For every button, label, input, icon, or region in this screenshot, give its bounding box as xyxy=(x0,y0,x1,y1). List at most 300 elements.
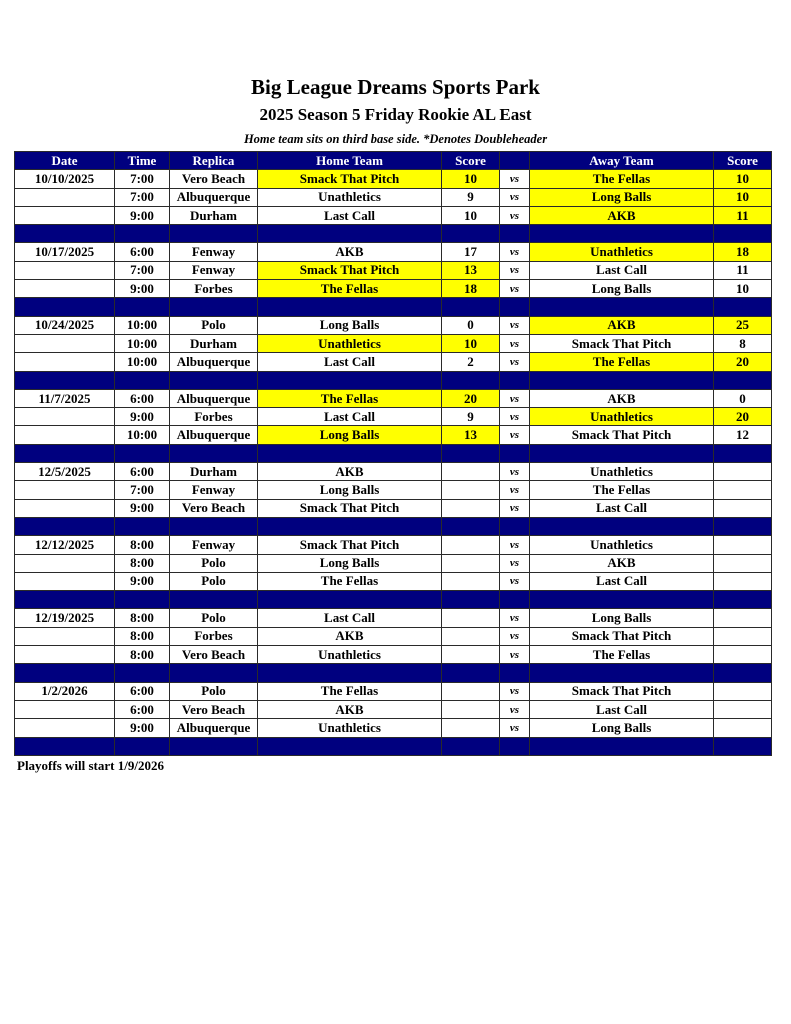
separator-cell xyxy=(115,664,170,682)
away-score-cell: 10 xyxy=(714,280,772,298)
replica-cell: Fenway xyxy=(170,261,258,279)
game-row xyxy=(15,646,772,664)
separator-cell xyxy=(714,225,772,243)
vs-cell: vs xyxy=(500,646,530,664)
separator-cell xyxy=(530,298,714,316)
separator-cell xyxy=(500,591,530,609)
date-cell xyxy=(15,646,115,664)
vs-cell: vs xyxy=(500,463,530,481)
date-cell xyxy=(15,700,115,718)
vs-cell: vs xyxy=(500,280,530,298)
date-cell: 10/10/2025 xyxy=(15,170,115,188)
replica-cell: Vero Beach xyxy=(170,646,258,664)
home-score-cell: 20 xyxy=(442,389,500,407)
replica-cell: Polo xyxy=(170,682,258,700)
away-team-cell: Unathletics xyxy=(530,536,714,554)
separator-cell xyxy=(170,371,258,389)
separator-cell xyxy=(258,371,442,389)
vs-cell: vs xyxy=(500,426,530,444)
time-cell: 6:00 xyxy=(115,682,170,700)
vs-cell: vs xyxy=(500,188,530,206)
away-score-cell: 20 xyxy=(714,408,772,426)
away-score-cell xyxy=(714,609,772,627)
home-team-cell: Smack That Pitch xyxy=(258,261,442,279)
vs-cell: vs xyxy=(500,682,530,700)
away-team-cell: Last Call xyxy=(530,572,714,590)
separator-cell xyxy=(258,517,442,535)
game-row xyxy=(15,609,772,627)
separator-cell xyxy=(170,444,258,462)
game-row xyxy=(15,554,772,572)
home-score-cell xyxy=(442,463,500,481)
time-cell: 6:00 xyxy=(115,700,170,718)
col-header-vs xyxy=(500,152,530,170)
home-score-cell xyxy=(442,627,500,645)
replica-cell: Fenway xyxy=(170,536,258,554)
away-score-cell: 18 xyxy=(714,243,772,261)
replica-cell: Vero Beach xyxy=(170,170,258,188)
separator-cell xyxy=(170,517,258,535)
replica-cell: Vero Beach xyxy=(170,700,258,718)
game-row xyxy=(15,389,772,407)
away-team-cell: AKB xyxy=(530,316,714,334)
week-separator xyxy=(15,591,772,609)
replica-cell: Polo xyxy=(170,554,258,572)
away-score-cell: 10 xyxy=(714,188,772,206)
away-score-cell xyxy=(714,682,772,700)
separator-cell xyxy=(170,225,258,243)
separator-cell xyxy=(115,371,170,389)
date-cell xyxy=(15,353,115,371)
away-team-cell: Smack That Pitch xyxy=(530,334,714,352)
away-team-cell: Unathletics xyxy=(530,243,714,261)
away-team-cell: The Fellas xyxy=(530,646,714,664)
away-team-cell: The Fellas xyxy=(530,170,714,188)
separator-cell xyxy=(258,298,442,316)
date-cell xyxy=(15,188,115,206)
away-score-cell xyxy=(714,499,772,517)
separator-cell xyxy=(500,298,530,316)
vs-cell: vs xyxy=(500,481,530,499)
away-score-cell: 20 xyxy=(714,353,772,371)
replica-cell: Forbes xyxy=(170,408,258,426)
home-score-cell xyxy=(442,554,500,572)
game-row xyxy=(15,316,772,334)
away-team-cell: Smack That Pitch xyxy=(530,627,714,645)
game-row xyxy=(15,261,772,279)
time-cell: 9:00 xyxy=(115,280,170,298)
separator-cell xyxy=(15,371,115,389)
separator-cell xyxy=(115,225,170,243)
separator-cell xyxy=(15,298,115,316)
game-row xyxy=(15,353,772,371)
home-score-cell: 17 xyxy=(442,243,500,261)
away-team-cell: Smack That Pitch xyxy=(530,426,714,444)
col-header-home-team: Home Team xyxy=(258,152,442,170)
schedule-note: Home team sits on third base side. *Denotes Doubleheader xyxy=(243,132,548,146)
away-score-cell xyxy=(714,554,772,572)
separator-cell xyxy=(258,737,442,755)
date-cell xyxy=(15,426,115,444)
replica-cell: Polo xyxy=(170,609,258,627)
date-cell: 12/12/2025 xyxy=(15,536,115,554)
vs-cell: vs xyxy=(500,572,530,590)
page-title: Big League Dreams Sports Park xyxy=(251,75,540,99)
home-team-cell: Last Call xyxy=(258,609,442,627)
replica-cell: Durham xyxy=(170,334,258,352)
home-score-cell xyxy=(442,646,500,664)
away-score-cell: 11 xyxy=(714,206,772,224)
separator-cell xyxy=(714,371,772,389)
home-team-cell: The Fellas xyxy=(258,682,442,700)
separator-cell xyxy=(15,225,115,243)
week-separator xyxy=(15,664,772,682)
game-row xyxy=(15,682,772,700)
week-separator xyxy=(15,444,772,462)
col-header-away-score: Score xyxy=(714,152,772,170)
away-team-cell: Long Balls xyxy=(530,280,714,298)
vs-cell: vs xyxy=(500,408,530,426)
schedule-table xyxy=(14,151,772,756)
date-cell: 10/24/2025 xyxy=(15,316,115,334)
time-cell: 6:00 xyxy=(115,463,170,481)
date-cell: 1/2/2026 xyxy=(15,682,115,700)
separator-cell xyxy=(115,298,170,316)
replica-cell: Polo xyxy=(170,572,258,590)
week-separator xyxy=(15,298,772,316)
away-team-cell: Long Balls xyxy=(530,719,714,737)
away-score-cell xyxy=(714,646,772,664)
away-team-cell: AKB xyxy=(530,554,714,572)
date-cell xyxy=(15,481,115,499)
separator-cell xyxy=(442,225,500,243)
home-score-cell: 13 xyxy=(442,426,500,444)
separator-cell xyxy=(115,444,170,462)
separator-cell xyxy=(442,591,500,609)
replica-cell: Albuquerque xyxy=(170,389,258,407)
separator-cell xyxy=(442,517,500,535)
replica-cell: Durham xyxy=(170,463,258,481)
home-score-cell: 9 xyxy=(442,408,500,426)
time-cell: 9:00 xyxy=(115,408,170,426)
home-team-cell: Last Call xyxy=(258,408,442,426)
replica-cell: Forbes xyxy=(170,280,258,298)
date-cell xyxy=(15,334,115,352)
separator-cell xyxy=(714,517,772,535)
game-row xyxy=(15,463,772,481)
game-row xyxy=(15,572,772,590)
away-score-cell: 12 xyxy=(714,426,772,444)
date-cell: 11/7/2025 xyxy=(15,389,115,407)
home-team-cell: The Fellas xyxy=(258,280,442,298)
away-team-cell: Last Call xyxy=(530,261,714,279)
separator-cell xyxy=(530,664,714,682)
home-team-cell: Long Balls xyxy=(258,481,442,499)
away-team-cell: AKB xyxy=(530,206,714,224)
playoffs-note: Playoffs will start 1/9/2026 xyxy=(17,758,164,773)
home-team-cell: Long Balls xyxy=(258,316,442,334)
date-cell xyxy=(15,554,115,572)
separator-cell xyxy=(714,664,772,682)
separator-cell xyxy=(15,664,115,682)
away-score-cell xyxy=(714,719,772,737)
separator-cell xyxy=(530,371,714,389)
game-row xyxy=(15,206,772,224)
game-row xyxy=(15,280,772,298)
time-cell: 7:00 xyxy=(115,481,170,499)
separator-cell xyxy=(500,664,530,682)
home-team-cell: Smack That Pitch xyxy=(258,499,442,517)
separator-cell xyxy=(15,517,115,535)
vs-cell: vs xyxy=(500,243,530,261)
vs-cell: vs xyxy=(500,700,530,718)
vs-cell: vs xyxy=(500,353,530,371)
game-row xyxy=(15,700,772,718)
vs-cell: vs xyxy=(500,206,530,224)
vs-cell: vs xyxy=(500,554,530,572)
home-team-cell: Smack That Pitch xyxy=(258,536,442,554)
separator-cell xyxy=(714,444,772,462)
time-cell: 8:00 xyxy=(115,536,170,554)
col-header-time: Time xyxy=(115,152,170,170)
separator-cell xyxy=(15,444,115,462)
separator-cell xyxy=(530,444,714,462)
home-team-cell: AKB xyxy=(258,627,442,645)
game-row xyxy=(15,408,772,426)
separator-cell xyxy=(115,517,170,535)
separator-cell xyxy=(530,225,714,243)
home-team-cell: Smack That Pitch xyxy=(258,170,442,188)
col-header-home-score: Score xyxy=(442,152,500,170)
away-score-cell: 0 xyxy=(714,389,772,407)
away-score-cell: 11 xyxy=(714,261,772,279)
vs-cell: vs xyxy=(500,170,530,188)
home-team-cell: Long Balls xyxy=(258,554,442,572)
home-score-cell xyxy=(442,609,500,627)
time-cell: 10:00 xyxy=(115,426,170,444)
header-row xyxy=(15,152,772,170)
time-cell: 10:00 xyxy=(115,316,170,334)
date-cell xyxy=(15,261,115,279)
page-subtitle: 2025 Season 5 Friday Rookie AL East xyxy=(259,105,532,124)
separator-cell xyxy=(714,591,772,609)
replica-cell: Vero Beach xyxy=(170,499,258,517)
separator-cell xyxy=(500,737,530,755)
time-cell: 9:00 xyxy=(115,572,170,590)
game-row xyxy=(15,334,772,352)
separator-cell xyxy=(170,664,258,682)
home-team-cell: Unathletics xyxy=(258,646,442,664)
separator-cell xyxy=(170,591,258,609)
home-team-cell: Last Call xyxy=(258,206,442,224)
separator-cell xyxy=(258,225,442,243)
away-score-cell: 10 xyxy=(714,170,772,188)
separator-cell xyxy=(530,737,714,755)
away-team-cell: The Fellas xyxy=(530,353,714,371)
separator-cell xyxy=(530,591,714,609)
game-row xyxy=(15,499,772,517)
separator-cell xyxy=(500,371,530,389)
replica-cell: Fenway xyxy=(170,481,258,499)
replica-cell: Durham xyxy=(170,206,258,224)
home-team-cell: Unathletics xyxy=(258,719,442,737)
away-score-cell xyxy=(714,627,772,645)
separator-cell xyxy=(500,225,530,243)
schedule-body xyxy=(15,170,772,756)
replica-cell: Forbes xyxy=(170,627,258,645)
separator-cell xyxy=(115,737,170,755)
home-score-cell xyxy=(442,536,500,554)
away-score-cell: 8 xyxy=(714,334,772,352)
game-row xyxy=(15,719,772,737)
game-row xyxy=(15,536,772,554)
home-score-cell xyxy=(442,481,500,499)
col-header-away-team: Away Team xyxy=(530,152,714,170)
time-cell: 8:00 xyxy=(115,646,170,664)
away-team-cell: Last Call xyxy=(530,700,714,718)
game-row xyxy=(15,188,772,206)
home-score-cell: 2 xyxy=(442,353,500,371)
date-cell xyxy=(15,206,115,224)
date-cell xyxy=(15,280,115,298)
separator-cell xyxy=(15,591,115,609)
home-score-cell xyxy=(442,572,500,590)
replica-cell: Albuquerque xyxy=(170,353,258,371)
separator-cell xyxy=(500,444,530,462)
game-row xyxy=(15,426,772,444)
week-separator xyxy=(15,737,772,755)
vs-cell: vs xyxy=(500,499,530,517)
vs-cell: vs xyxy=(500,316,530,334)
time-cell: 9:00 xyxy=(115,719,170,737)
separator-cell xyxy=(714,737,772,755)
home-team-cell: The Fellas xyxy=(258,572,442,590)
vs-cell: vs xyxy=(500,627,530,645)
away-score-cell: 25 xyxy=(714,316,772,334)
away-team-cell: Long Balls xyxy=(530,609,714,627)
replica-cell: Albuquerque xyxy=(170,719,258,737)
vs-cell: vs xyxy=(500,389,530,407)
away-score-cell xyxy=(714,463,772,481)
home-team-cell: The Fellas xyxy=(258,389,442,407)
week-separator xyxy=(15,517,772,535)
separator-cell xyxy=(115,591,170,609)
away-team-cell: Last Call xyxy=(530,499,714,517)
separator-cell xyxy=(15,737,115,755)
time-cell: 6:00 xyxy=(115,389,170,407)
away-score-cell xyxy=(714,536,772,554)
col-header-replica: Replica xyxy=(170,152,258,170)
date-cell xyxy=(15,408,115,426)
away-team-cell: Smack That Pitch xyxy=(530,682,714,700)
home-score-cell xyxy=(442,682,500,700)
time-cell: 7:00 xyxy=(115,170,170,188)
separator-cell xyxy=(714,298,772,316)
time-cell: 6:00 xyxy=(115,243,170,261)
separator-cell xyxy=(500,517,530,535)
date-cell: 10/17/2025 xyxy=(15,243,115,261)
time-cell: 9:00 xyxy=(115,206,170,224)
time-cell: 7:00 xyxy=(115,188,170,206)
game-row xyxy=(15,243,772,261)
home-team-cell: Long Balls xyxy=(258,426,442,444)
date-cell xyxy=(15,627,115,645)
separator-cell xyxy=(170,298,258,316)
vs-cell: vs xyxy=(500,609,530,627)
date-cell xyxy=(15,499,115,517)
vs-cell: vs xyxy=(500,536,530,554)
vs-cell: vs xyxy=(500,334,530,352)
home-score-cell: 0 xyxy=(442,316,500,334)
time-cell: 9:00 xyxy=(115,499,170,517)
week-separator xyxy=(15,225,772,243)
week-separator xyxy=(15,371,772,389)
vs-cell: vs xyxy=(500,261,530,279)
separator-cell xyxy=(258,591,442,609)
home-team-cell: AKB xyxy=(258,700,442,718)
time-cell: 8:00 xyxy=(115,554,170,572)
date-cell: 12/19/2025 xyxy=(15,609,115,627)
home-score-cell: 13 xyxy=(442,261,500,279)
separator-cell xyxy=(258,444,442,462)
date-cell: 12/5/2025 xyxy=(15,463,115,481)
game-row xyxy=(15,627,772,645)
home-team-cell: AKB xyxy=(258,463,442,481)
date-cell xyxy=(15,719,115,737)
time-cell: 10:00 xyxy=(115,353,170,371)
separator-cell xyxy=(530,517,714,535)
home-team-cell: Last Call xyxy=(258,353,442,371)
home-team-cell: Unathletics xyxy=(258,334,442,352)
date-cell xyxy=(15,572,115,590)
away-team-cell: AKB xyxy=(530,389,714,407)
separator-cell xyxy=(442,371,500,389)
game-row xyxy=(15,481,772,499)
away-team-cell: Unathletics xyxy=(530,408,714,426)
replica-cell: Polo xyxy=(170,316,258,334)
home-score-cell: 9 xyxy=(442,188,500,206)
home-score-cell: 18 xyxy=(442,280,500,298)
replica-cell: Fenway xyxy=(170,243,258,261)
replica-cell: Albuquerque xyxy=(170,188,258,206)
separator-cell xyxy=(442,737,500,755)
time-cell: 8:00 xyxy=(115,627,170,645)
away-team-cell: Unathletics xyxy=(530,463,714,481)
home-score-cell: 10 xyxy=(442,206,500,224)
away-score-cell xyxy=(714,572,772,590)
away-score-cell xyxy=(714,481,772,499)
time-cell: 8:00 xyxy=(115,609,170,627)
away-score-cell xyxy=(714,700,772,718)
vs-cell: vs xyxy=(500,719,530,737)
home-score-cell xyxy=(442,719,500,737)
col-header-date: Date xyxy=(15,152,115,170)
time-cell: 7:00 xyxy=(115,261,170,279)
separator-cell xyxy=(442,444,500,462)
separator-cell xyxy=(442,664,500,682)
separator-cell xyxy=(442,298,500,316)
home-score-cell xyxy=(442,700,500,718)
home-score-cell: 10 xyxy=(442,334,500,352)
home-score-cell xyxy=(442,499,500,517)
replica-cell: Albuquerque xyxy=(170,426,258,444)
separator-cell xyxy=(170,737,258,755)
time-cell: 10:00 xyxy=(115,334,170,352)
separator-cell xyxy=(258,664,442,682)
home-team-cell: AKB xyxy=(258,243,442,261)
game-row xyxy=(15,170,772,188)
home-team-cell: Unathletics xyxy=(258,188,442,206)
